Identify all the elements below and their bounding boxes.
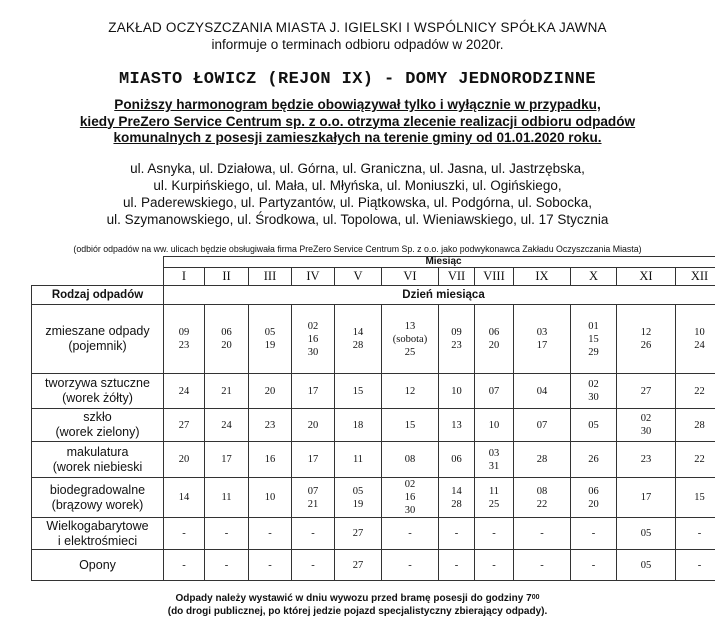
pickup-day-cell: -	[571, 550, 617, 581]
pickup-day-cell: 13	[439, 409, 475, 442]
pickup-day-cell: 04	[514, 374, 571, 409]
pickup-day-cell: 11	[335, 442, 382, 478]
company-header: ZAKŁAD OCZYSZCZANIA MIASTA J. IGIELSKI I WSPÓLNICY SPÓŁKA JAWNA	[108, 20, 607, 35]
pickup-day-cell: 20	[292, 409, 335, 442]
waste-type-label: Wielkogabarytowe i elektrośmieci	[32, 518, 164, 550]
pickup-day-cell: 05	[571, 409, 617, 442]
month-cell: XI	[617, 268, 676, 286]
month-cell: XII	[676, 268, 715, 286]
pickup-day-cell: 27	[164, 409, 205, 442]
waste-row	[32, 305, 715, 374]
pickup-day-cell: 15	[382, 409, 439, 442]
pickup-day-cell: 06 20	[571, 478, 617, 518]
pickup-day-cell: 06	[439, 442, 475, 478]
pickup-day-cell: 05	[617, 518, 676, 550]
pickup-day-cell: 28	[514, 442, 571, 478]
waste-row	[32, 518, 715, 550]
waste-row	[32, 550, 715, 581]
streets-line: ul. Asnyka, ul. Działowa, ul. Górna, ul. Graniczna, ul. Jasna, ul. Jastrzębska,	[130, 161, 585, 176]
month-cell: VI	[382, 268, 439, 286]
footer-sup: 00	[531, 594, 540, 601]
pickup-day-cell: 02 16 30	[382, 478, 439, 518]
footer-line: Odpady należy wystawić w dniu wywozu przed bramę posesji do godziny $7^{00}$	[175, 593, 540, 604]
pickup-day-cell: 21	[205, 374, 249, 409]
day-header: Dzień miesiąca	[164, 286, 715, 305]
notice-line: kiedy PreZero Service Centrum sp. z o.o. otrzyma zlecenie realizacji odbioru odpadów	[79, 113, 636, 129]
pickup-day-cell: 03 17	[514, 305, 571, 374]
month-cell: V	[335, 268, 382, 286]
pickup-day-cell: 05	[617, 550, 676, 581]
pickup-day-cell: 20	[249, 374, 292, 409]
pickup-day-cell: 23	[617, 442, 676, 478]
waste-type-label: szkło (worek zielony)	[32, 409, 164, 442]
pickup-day-cell: 24	[205, 409, 249, 442]
company-subheader: informuje o terminach odbioru odpadów w 2020r.	[211, 37, 504, 52]
pickup-day-cell: 22	[676, 374, 715, 409]
notice-line: komunalnych z posesji zamieszkałych na terenie gminy od 01.01.2020 roku.	[113, 130, 602, 145]
pickup-day-cell: 10	[249, 478, 292, 518]
pickup-day-cell: 11 25	[475, 478, 514, 518]
type-header: Rodzaj odpadów	[32, 286, 164, 305]
footer-note	[0, 592, 715, 618]
pickup-day-cell: 02 30	[571, 374, 617, 409]
month-cell: VII	[439, 268, 475, 286]
pickup-day-cell: -	[439, 518, 475, 550]
pickup-day-cell: 02 30	[617, 409, 676, 442]
month-cell: IV	[292, 268, 335, 286]
pickup-day-cell: 05 19	[335, 478, 382, 518]
pickup-day-cell: 05 19	[249, 305, 292, 374]
pickup-day-cell: -	[249, 550, 292, 581]
waste-row	[32, 478, 715, 518]
waste-type-label: makulatura (worek niebieski	[32, 442, 164, 478]
pickup-day-cell: 14 28	[335, 305, 382, 374]
month-cell: II	[205, 268, 249, 286]
pickup-day-cell: 02 16 30	[292, 305, 335, 374]
pickup-day-cell: 17	[205, 442, 249, 478]
pickup-day-cell: 14 28	[439, 478, 475, 518]
pickup-day-cell: 17	[617, 478, 676, 518]
pickup-day-cell: -	[292, 550, 335, 581]
waste-type-label: zmieszane odpady (pojemnik)	[32, 305, 164, 374]
pickup-day-cell: 11	[205, 478, 249, 518]
pickup-day-cell: 07	[475, 374, 514, 409]
document-title: MIASTO ŁOWICZ (REJON IX) - DOMY JEDNORODZINNE	[118, 70, 597, 89]
month-cell: IX	[514, 268, 571, 286]
schedule-table	[31, 256, 715, 581]
type-header-row	[32, 286, 715, 305]
pickup-day-cell: 17	[292, 374, 335, 409]
pickup-day-cell: 14	[164, 478, 205, 518]
pickup-day-cell: 08	[382, 442, 439, 478]
pickup-day-cell: -	[475, 518, 514, 550]
pickup-day-cell: 06 20	[205, 305, 249, 374]
pickup-day-cell: 15	[335, 374, 382, 409]
month-cell: X	[571, 268, 617, 286]
notice-block	[0, 97, 715, 147]
pickup-day-cell: 07	[514, 409, 571, 442]
pickup-day-cell: 24	[164, 374, 205, 409]
pickup-day-cell: -	[164, 550, 205, 581]
pickup-day-cell: 08 22	[514, 478, 571, 518]
footer-line: (do drogi publicznej, po której jedzie pojazd specjalistyczny zbierający odpady).	[167, 606, 548, 617]
pickup-day-cell: -	[676, 550, 715, 581]
pickup-day-cell: 20	[164, 442, 205, 478]
pickup-day-cell: 18	[335, 409, 382, 442]
waste-row	[32, 442, 715, 478]
pickup-day-cell: 09 23	[439, 305, 475, 374]
month-cell: III	[249, 268, 292, 286]
pickup-day-cell: -	[249, 518, 292, 550]
pickup-day-cell: -	[205, 518, 249, 550]
pickup-day-cell: 12	[382, 374, 439, 409]
pickup-day-cell: 27	[335, 518, 382, 550]
pickup-day-cell: 17	[292, 442, 335, 478]
pickup-day-cell: -	[205, 550, 249, 581]
pickup-day-cell: 09 23	[164, 305, 205, 374]
waste-type-label: tworzywa sztuczne (worek żółty)	[32, 374, 164, 409]
pickup-day-cell: 22	[676, 442, 715, 478]
pickup-day-cell: 28	[676, 409, 715, 442]
pickup-day-cell: -	[676, 518, 715, 550]
pickup-day-cell: 10	[475, 409, 514, 442]
streets-list	[0, 160, 715, 228]
notice-line: Poniższy harmonogram będzie obowiązywał tylko i wyłącznie w przypadku,	[114, 97, 601, 112]
pickup-day-cell: -	[382, 550, 439, 581]
waste-type-label: biodegradowalne (brązowy worek)	[32, 478, 164, 518]
month-cell: VIII	[475, 268, 514, 286]
pickup-day-cell: -	[514, 518, 571, 550]
pickup-day-cell: 27	[335, 550, 382, 581]
pickup-day-cell: 10	[439, 374, 475, 409]
pickup-day-cell: 13 (sobota) 25	[382, 305, 439, 374]
month-header: Miesiąc	[164, 257, 715, 268]
pickup-day-cell: 12 26	[617, 305, 676, 374]
subcontractor-note: (odbiór odpadów na ww. ulicach będzie obsługiwała firma PreZero Service Centrum Sp. z o.o. jako podwykonawca Zakładu Oczyszczania Miasta)	[73, 244, 642, 254]
pickup-day-cell: -	[571, 518, 617, 550]
corner-cell	[32, 257, 164, 286]
streets-line: ul. Szymanowskiego, ul. Środkowa, ul. Topolowa, ul. Wieniawskiego, ul. 17 Stycznia	[106, 212, 609, 227]
pickup-day-cell: 06 20	[475, 305, 514, 374]
waste-type-label: Opony	[32, 550, 164, 581]
pickup-day-cell: 27	[617, 374, 676, 409]
pickup-day-cell: 07 21	[292, 478, 335, 518]
waste-row	[32, 374, 715, 409]
pickup-day-cell: 16	[249, 442, 292, 478]
pickup-day-cell: 10 24	[676, 305, 715, 374]
pickup-day-cell: 01 15 29	[571, 305, 617, 374]
streets-line: ul. Kurpińskiego, ul. Mała, ul. Młyńska, ul. Moniuszki, ul. Ogińskiego,	[153, 178, 562, 193]
pickup-day-cell: 26	[571, 442, 617, 478]
pickup-day-cell: -	[382, 518, 439, 550]
pickup-day-cell: -	[514, 550, 571, 581]
month-cell: I	[164, 268, 205, 286]
pickup-day-cell: 23	[249, 409, 292, 442]
pickup-day-cell: 03 31	[475, 442, 514, 478]
streets-line: ul. Paderewskiego, ul. Partyzantów, ul. Piątkowska, ul. Podgórna, ul. Sobocka,	[122, 195, 592, 210]
pickup-day-cell: -	[439, 550, 475, 581]
pickup-day-cell: -	[475, 550, 514, 581]
waste-row	[32, 409, 715, 442]
pickup-day-cell: -	[164, 518, 205, 550]
pickup-day-cell: 15	[676, 478, 715, 518]
pickup-day-cell: -	[292, 518, 335, 550]
